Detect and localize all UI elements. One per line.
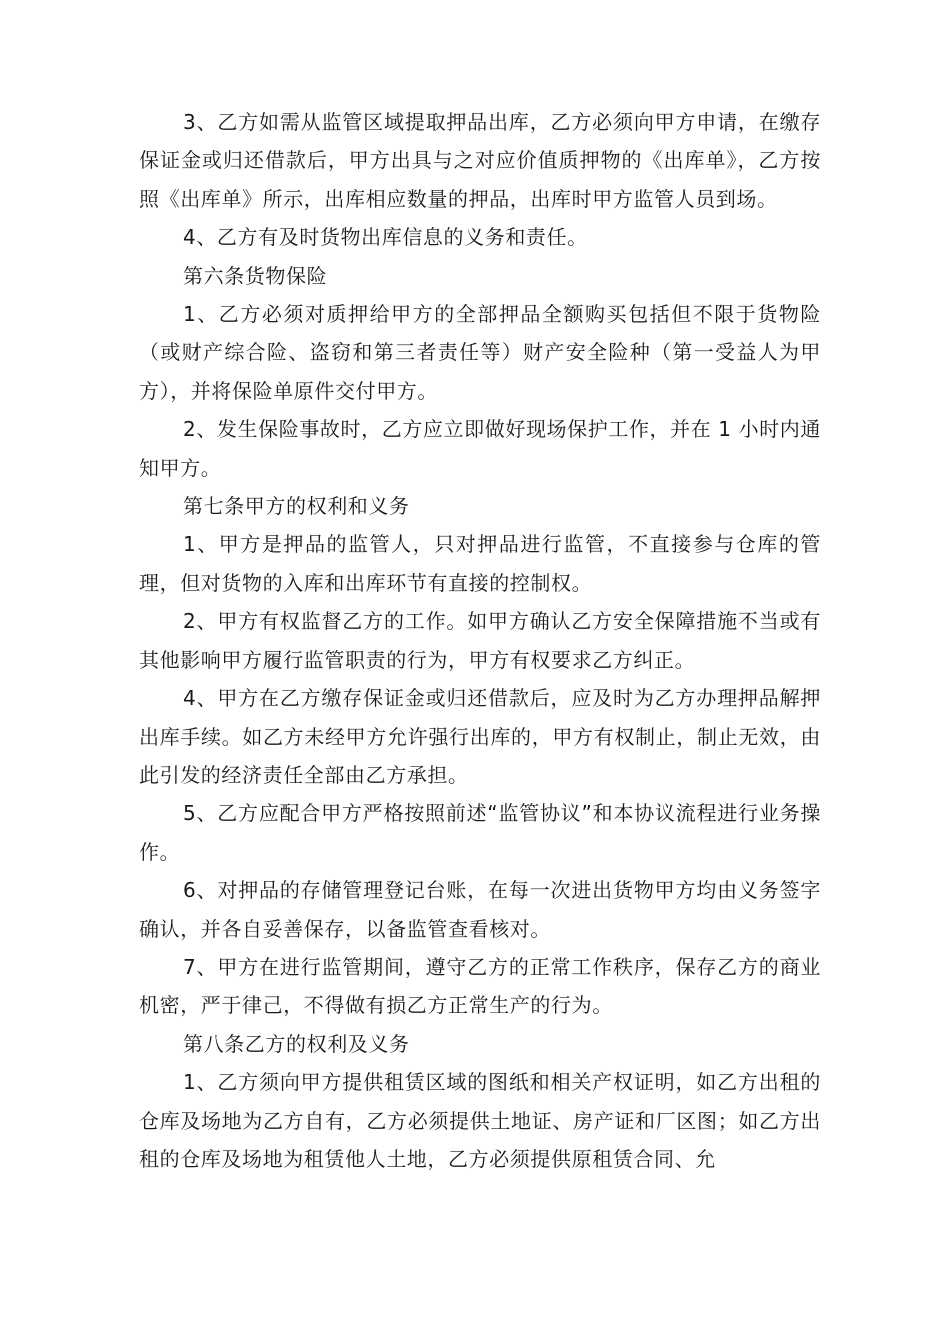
clause-5-item-3: 3、乙方如需从监管区域提取押品出库，乙方必须向甲方申请，在缴存保证金或归还借款后，甲方出具与之对应价值质押物的《出库单》，乙方按照《出库单》所示，出库相应数量的押品，出库时甲方监管人员到场。 <box>139 110 821 211</box>
article-7-item-7: 7、甲方在进行监管期间，遵守乙方的正常工作秩序，保存乙方的商业机密，严于律己，不得做有损乙方正常生产的行为。 <box>139 954 821 1018</box>
article-8-item-1: 1、乙方须向甲方提供租赁区域的图纸和相关产权证明，如乙方出租的仓库及场地为乙方自有，乙方必须提供土地证、房产证和厂区图；如乙方出租的仓库及场地为租赁他人土地，乙方必须提供原租赁合同、允 <box>139 1070 821 1171</box>
article-7-item-4: 4、甲方在乙方缴存保证金或归还借款后，应及时为乙方办理押品解押出库手续。如乙方未经甲方允许强行出库的，甲方有权制止，制止无效，由此引发的经济责任全部由乙方承担。 <box>139 686 821 787</box>
clause-5-item-4: 4、乙方有及时货物出库信息的义务和责任。 <box>183 225 588 250</box>
article-7-item-5: 5、乙方应配合甲方严格按照前述“监管协议”和本协议流程进行业务操作。 <box>139 801 821 864</box>
document-body <box>139 103 821 1178</box>
article-7-item-1: 1、甲方是押品的监管人，只对押品进行监管，不直接参与仓库的管理，但对货物的入库和出库环节有直接的控制权。 <box>139 532 821 595</box>
article-6-heading: 第六条货物保险 <box>183 263 328 288</box>
article-8-heading: 第八条乙方的权利及义务 <box>183 1031 410 1056</box>
article-6-item-2: 2、发生保险事故时，乙方应立即做好现场保护工作，并在 1 小时内通知甲方。 <box>139 417 821 480</box>
article-7-item-6: 6、对押品的存储管理登记台账，在每一次进出货物甲方均由义务签字确认，并各自妥善保存，以备监管查看核对。 <box>139 878 821 941</box>
article-7-item-2: 2、甲方有权监督乙方的工作。如甲方确认乙方安全保障措施不当或有其他影响甲方履行监管职责的行为，甲方有权要求乙方纠正。 <box>139 609 821 672</box>
article-7-heading: 第七条甲方的权利和义务 <box>183 494 410 519</box>
article-6-item-1: 1、乙方必须对质押给甲方的全部押品全额购买包括但不限于货物险（或财产综合险、盗窃和第三者责任等）财产安全险种（第一受益人为甲方），并将保险单原件交付甲方。 <box>139 302 821 403</box>
